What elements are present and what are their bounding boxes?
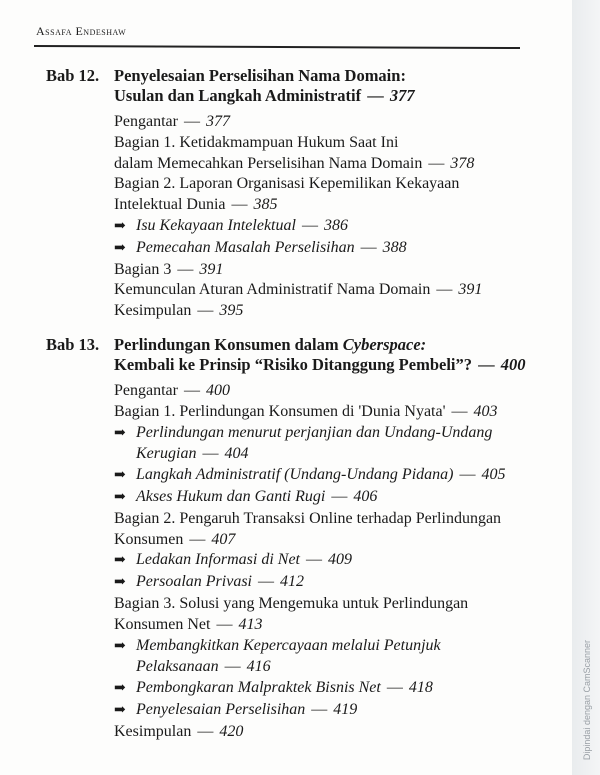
entry-page-number: 404 [224,445,249,463]
entry-text: Bagian 2. Pengaruh Transaksi Online terhadap Perlindungan [114,509,502,527]
entry-text: Pelaksanaan [136,658,219,676]
entry-page-number: 400 [205,382,230,399]
entry-text: Pengantar [114,113,178,130]
entry-text: Persoalan Privasi [136,573,252,591]
entry-text: Perlindungan menurut perjanjian dan Undang-Undang [136,423,493,441]
toc-entry: Konsumen — 407 [114,530,236,548]
entry-page-number: 378 [450,154,475,172]
entry-text: Langkah Administratif (Undang-Undang Pidana) [136,466,454,484]
entry-text: Pembongkaran Malpraktek Bisnis Net [136,679,381,697]
entry-text: Penyelesaian Perselisihan [136,700,306,718]
entry-text: Kesimpulan [114,302,192,320]
toc-subentry: ➡ Pemecahan Masalah Perselisihan — 388 [114,238,546,260]
entry-page-number: 419 [333,700,358,718]
toc-entry [114,509,546,530]
entry-text: Akses Hukum dan Ganti Rugi [136,487,326,505]
entry-page-number: 406 [353,487,378,505]
arrow-right-icon: ➡ [114,575,126,591]
entry-text: Konsumen Net [114,615,211,633]
toc-subentry: ➡ Penyelesaian Perselisihan — 419 [114,700,546,722]
entry-page-number: 391 [458,281,483,299]
toc-entry: dalam Memecahkan Perselisihan Nama Domain — 378 [114,154,475,172]
entry-page-number: 403 [473,402,498,420]
header-rule [34,45,520,49]
entry-page-number: 420 [219,722,244,740]
arrow-right-icon: ➡ [114,638,126,654]
chapter-title: Perlindungan Konsumen dalam Cyberspace: Kembali ke Prinsip “Risiko Ditanggung Pembeli”? — 400 [114,335,526,374]
toc-subentry: ➡ Pembongkaran Malpraktek Bisnis Net — 418 [114,678,546,700]
arrow-right-icon: ➡ [114,681,126,697]
toc-subentry: ➡ Persoalan Privasi — 412 [114,572,546,594]
entry-page-number: 413 [238,615,263,633]
toc-entries [114,381,546,743]
entry-text: Kerugian [136,445,197,463]
toc-entry [114,174,546,195]
running-head: Assafa Endeshaw [36,24,127,38]
arrow-right-icon: ➡ [114,468,126,484]
entry-text: Kemunculan Aturan Administratif Nama Domain [114,281,431,299]
entry-text: Bagian 1. Perlindungan Konsumen di 'Dunia Nyata' [114,402,446,420]
entry-page-number: 409 [328,551,352,569]
entry-page-number: 386 [323,216,348,234]
toc-entry: Bagian 1. Perlindungan Konsumen di 'Dunia Nyata' — 403 [114,402,498,420]
chapter-heading [46,335,546,375]
entry-text: Bagian 1. Ketidakmampuan Hukum Saat Ini [114,133,399,151]
toc-entry: Pengantar — 400 [114,382,230,399]
entry-text: dalam Memecahkan Perselisihan Nama Domain [114,154,423,172]
toc-entry: Konsumen Net — 413 [114,615,263,633]
chapter-title-line: Penyelesaian Perselisihan Nama Domain: [114,66,406,85]
toc-entry: Pengantar — 377 [114,113,230,130]
entry-page-number: 388 [382,238,407,256]
entry-text: Ledakan Informasi di Net [136,551,300,569]
toc-entries [114,112,546,322]
arrow-right-icon: ➡ [114,240,126,256]
toc-entry: Kesimpulan — 395 [114,302,244,320]
toc-subentry: ➡ Isu Kekayaan Intelektual — 386 [114,216,546,238]
chapter-page: 377 [389,86,415,105]
chapter-heading [46,66,546,106]
toc-subentry [114,423,546,445]
toc-subentry: Kerugian — 404 [136,445,249,463]
toc-entry: Intelektual Dunia — 385 [114,196,278,214]
arrow-right-icon: ➡ [114,702,126,718]
toc-subentry: Pelaksanaan — 416 [136,658,271,676]
entry-text: Membangkitkan Kepercayaan melalui Petunjuk [136,636,441,654]
arrow-right-icon: ➡ [114,425,126,441]
entry-page-number: 416 [246,658,271,676]
chapter-title-line: Perlindungan Konsumen dalam [114,335,343,354]
entry-page-number: 407 [211,530,236,548]
entry-text: Kesimpulan [114,722,192,740]
toc-subentry: ➡ Langkah Administratif (Undang-Undang Pidana) — 405 [114,465,546,487]
chapter-13 [46,335,546,743]
entry-text: Isu Kekayaan Intelektual [136,216,296,234]
toc-subentry: ➡ Ledakan Informasi di Net — 409 [114,550,546,572]
entry-text: Bagian 2. Laporan Organisasi Kepemilikan Kekayaan [114,175,460,193]
toc-entry [114,133,546,154]
entry-page-number: 385 [253,196,278,214]
toc-entry: Bagian 3 — 391 [114,260,224,278]
entry-page-number: 395 [219,302,244,320]
entry-text: Konsumen [114,530,184,548]
toc-entry: Kesimpulan — 420 [114,722,244,740]
chapter-number: Bab 13. [46,335,100,354]
entry-text: Bagian 3. Solusi yang Mengemuka untuk Perlindungan [114,594,469,612]
chapter-page: 400 [500,355,526,374]
chapter-title-line: Kembali ke Prinsip “Risiko Ditanggung Pembeli”? [114,355,472,374]
scanner-watermark: Dipindai dengan CamScanner [582,640,592,761]
entry-page-number: 377 [205,113,230,130]
arrow-right-icon: ➡ [114,553,126,569]
toc-entry [114,594,546,615]
chapter-title: Penyelesaian Perselisihan Nama Domain: Usulan dan Langkah Administratif — 377 [114,66,415,105]
chapter-number: Bab 12. [46,66,100,85]
entry-page-number: 418 [408,679,433,697]
toc-entry: Kemunculan Aturan Administratif Nama Domain — 391 [114,281,483,299]
chapter-12 [46,66,546,322]
entry-text: Intelektual Dunia [114,196,226,214]
entry-text: Bagian 3 [114,260,172,278]
entry-page-number: 412 [280,573,304,591]
chapter-title-line: Usulan dan Langkah Administratif [114,86,362,105]
entry-page-number: 405 [481,466,506,484]
arrow-right-icon: ➡ [114,218,126,234]
entry-text: Pengantar [114,382,178,399]
chapter-title-italic: Cyberspace: [342,335,427,354]
entry-text: Pemecahan Masalah Perselisihan [136,238,355,256]
arrow-right-icon: ➡ [114,489,126,505]
entry-page-number: 391 [199,260,224,278]
toc-subentry: ➡ Akses Hukum dan Ganti Rugi — 406 [114,487,546,509]
toc-subentry [114,636,546,658]
